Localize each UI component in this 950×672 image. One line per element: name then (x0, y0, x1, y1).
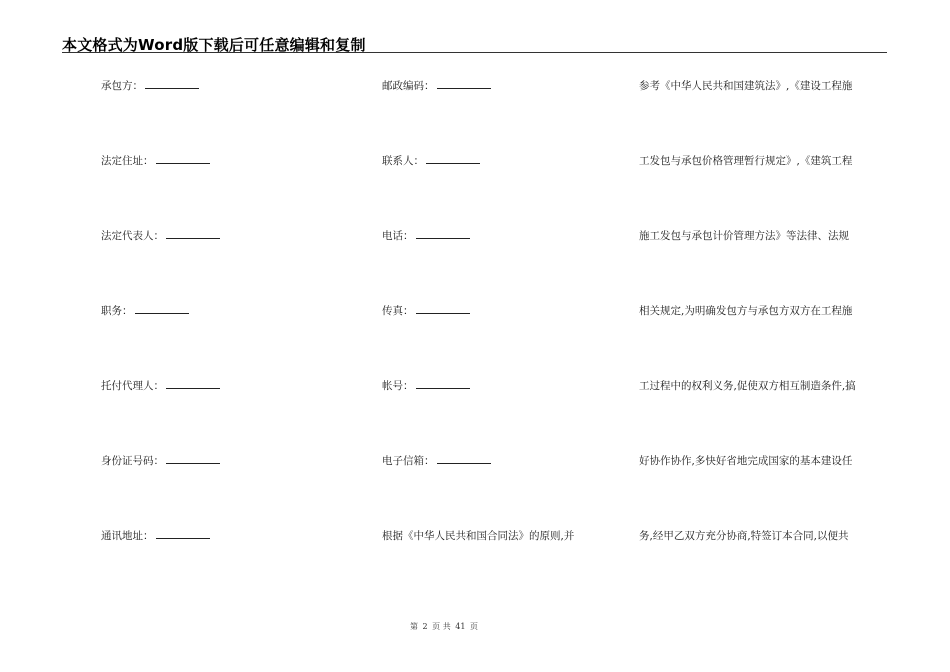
fill-blank[interactable] (156, 154, 210, 164)
body-text-line: 工过程中的权利义务,促使双方相互制造条件,搞 (639, 380, 856, 392)
fill-blank[interactable] (166, 229, 220, 239)
footer-suffix: 页 (470, 622, 478, 631)
field-label: 法定代表人： (101, 230, 164, 242)
field-label: 通讯地址： (101, 530, 154, 542)
field-label: 邮政编码： (382, 80, 435, 92)
field-email (382, 454, 491, 468)
fill-blank[interactable] (416, 379, 470, 389)
body-text-line: 好协作协作,多快好省地完成国家的基本建设任 (639, 455, 853, 467)
current-page: 2 (422, 622, 428, 631)
field-label: 电子信箱： (382, 455, 435, 467)
field-legal-address (101, 154, 210, 168)
fill-blank[interactable] (166, 379, 220, 389)
fill-blank[interactable] (437, 79, 491, 89)
field-phone (382, 229, 470, 243)
fill-blank[interactable] (145, 79, 199, 89)
field-label: 法定住址： (101, 155, 154, 167)
fill-blank[interactable] (437, 454, 491, 464)
body-text-line: 工发包与承包价格管理暂行规定》,《建筑工程 (639, 155, 853, 167)
body-text-line: 务,经甲乙双方充分协商,特签订本合同,以便共 (639, 530, 849, 542)
body-text-line: 参考《中华人民共和国建筑法》,《建设工程施 (639, 80, 853, 92)
field-id-number (101, 454, 220, 468)
footer-prefix: 第 (409, 622, 418, 631)
fill-blank[interactable] (156, 529, 210, 539)
body-text-line: 根据《中华人民共和国合同法》的原则,并 (382, 530, 575, 542)
field-contact-person (382, 154, 480, 168)
field-account (382, 379, 470, 393)
fill-blank[interactable] (416, 304, 470, 314)
body-text-line: 相关规定,为明确发包方与承包方双方在工程施 (639, 305, 853, 317)
fill-blank[interactable] (135, 304, 189, 314)
field-contractor (101, 79, 199, 93)
field-postal-code (382, 79, 491, 93)
field-label: 承包方： (101, 80, 143, 92)
field-label: 职务： (101, 305, 133, 317)
total-pages: 41 (455, 622, 466, 631)
document-header: 本文格式为Word版下载后可任意编辑和复制 (62, 36, 366, 54)
field-label: 托付代理人： (101, 380, 164, 392)
footer-mid: 页 共 (432, 622, 451, 631)
page-number-footer (0, 621, 888, 632)
field-position (101, 304, 189, 318)
fill-blank[interactable] (416, 229, 470, 239)
field-label: 联系人： (382, 155, 424, 167)
body-text-line: 施工发包与承包计价管理方法》等法律、法规 (639, 230, 849, 242)
field-fax (382, 304, 470, 318)
header-divider (62, 52, 887, 53)
field-mailing-address (101, 529, 210, 543)
field-label: 帐号： (382, 380, 414, 392)
field-label: 身份证号码： (101, 455, 164, 467)
fill-blank[interactable] (426, 154, 480, 164)
field-agent (101, 379, 220, 393)
field-legal-representative (101, 229, 220, 243)
field-label: 传真： (382, 305, 414, 317)
field-label: 电话： (382, 230, 414, 242)
fill-blank[interactable] (166, 454, 220, 464)
